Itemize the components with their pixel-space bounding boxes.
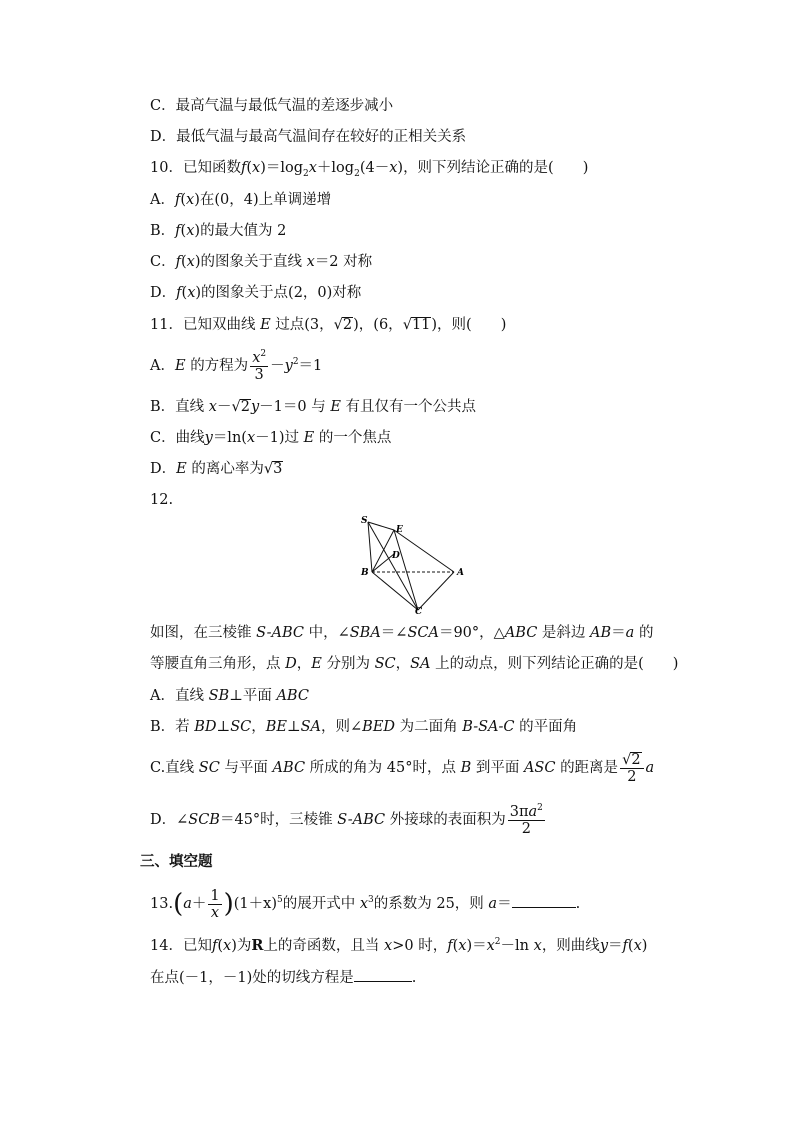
q12-option-a: A．直线 SB⊥平面 ABC xyxy=(150,688,309,704)
q14-line-2: 在点(－1，－1)处的切线方程是 . xyxy=(150,967,416,988)
q10-option-c: C．f(x)的图象关于直线 x＝2 对称 xyxy=(150,254,373,270)
q12-option-c: C.直线 SC 与平面 ABC 所成的角为 45°时，点 B 到平面 ASC 的距离是 $\frac{√2}{2}$ a xyxy=(150,751,655,785)
q12-stem-1: 如图，在三棱锥 S-ABC 中，∠SBA＝∠SCA＝90°，△ABC 是斜边 AB＝a 的 xyxy=(150,625,654,641)
q12-option-d: D．∠SCB＝45°时，三棱锥 S-ABC 外接球的表面积为 $\frac{3\pi a^2}{2}$ xyxy=(150,802,543,837)
q13-stem: 13.(a＋ $\frac{1}{x}$ )$(1+x)^5$的展开式中 $x^3$的系数为 25，则 a＝ . xyxy=(150,887,581,921)
label-s: S xyxy=(361,516,368,526)
q12-stem-2: 等腰直角三角形，点 D，E 分别为 SC，SA 上的动点，则下列结论正确的是( ) xyxy=(150,656,679,672)
label-e: E xyxy=(396,525,403,535)
q14-line-1: 14．已知f(x)为R上的奇函数，且当 x>0 时，$f(x)=x^2-\ln$ x，则曲线y＝f(x) xyxy=(150,937,648,954)
q12-number: 12. xyxy=(150,492,174,508)
q11-option-d: D．E 的离心率为√3 xyxy=(150,461,283,477)
q11-stem: 11．已知双曲线 E 过点(3，√2)，(6，√11)，则( ) xyxy=(150,317,507,333)
label-b: B xyxy=(361,568,369,578)
q10-option-a: A．f(x)在(0，4)上单调递增 xyxy=(150,192,332,208)
q12-option-b: B．若 BD⊥SC，BE⊥SA，则∠BED 为二面角 B-SA-C 的平面角 xyxy=(150,719,578,735)
label-c: C xyxy=(415,607,423,616)
q10-option-d: D．f(x)的图象关于点(2，0)对称 xyxy=(150,285,362,301)
q9-option-c: C．最高气温与最低气温的差逐步减小 xyxy=(150,98,394,114)
q11-option-a: A．E 的方程为 $\frac{x^2}{3}$ $-y^2=1$ xyxy=(150,348,323,383)
tetrahedron-figure xyxy=(358,514,470,616)
q11-option-b: B．直线 x－√2y－1＝0 与 E 有且仅有一个公共点 xyxy=(150,399,477,415)
label-d: D xyxy=(392,551,400,561)
section-heading: 三、填空题 xyxy=(140,853,213,870)
q10-stem: 10．已知函数$f(x)=\log_2x+\log_2(4-x)$，则下列结论正确的是( ) xyxy=(150,160,589,179)
label-a: A xyxy=(457,568,464,578)
q10-option-b: B．f(x)的最大值为 2 xyxy=(150,223,287,239)
q9-option-d: D．最低气温与最高气温间存在较好的正相关关系 xyxy=(150,129,467,145)
q11-option-c: C．曲线y＝ln(x－1)过 E 的一个焦点 xyxy=(150,430,392,446)
